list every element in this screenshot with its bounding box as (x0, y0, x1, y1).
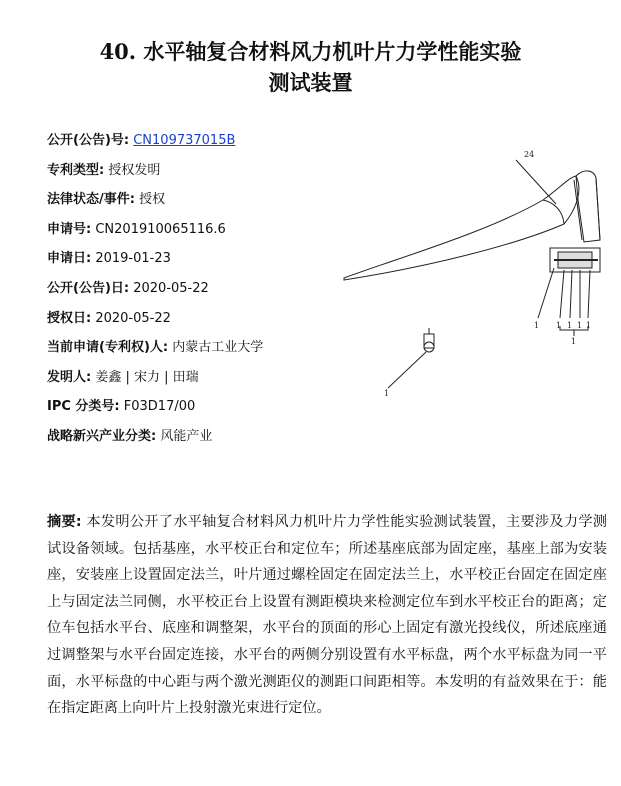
field-label: 专利类型: (47, 162, 105, 178)
field-label: 发明人: (47, 369, 92, 385)
figure-label: 1 (384, 389, 390, 398)
page-title (0, 36, 621, 98)
field-publication-no (47, 130, 347, 160)
field-publication-date (47, 278, 347, 308)
publication-number-link[interactable]: CN109737015B (133, 133, 236, 148)
field-label: 公开(公告)号: (47, 133, 130, 148)
cart-body (424, 334, 434, 348)
field-label: 当前申请(专利权)人: (47, 340, 169, 356)
bracket-line (560, 326, 588, 330)
leader-line (570, 270, 572, 318)
cart-wheel (424, 342, 434, 352)
field-application-no (47, 219, 347, 249)
field-applicant (47, 337, 347, 367)
leader-line (538, 268, 554, 318)
figure-label: 1 (534, 321, 540, 330)
field-value: 2020-05-22 (133, 280, 209, 296)
field-value: 内蒙古工业大学 (172, 340, 264, 356)
field-label: 授权日: (47, 310, 92, 326)
figure-label: 1 (567, 321, 573, 330)
field-value: 姜鑫 | 宋力 | 田瑞 (95, 369, 199, 385)
abstract-text: 本发明公开了水平轴复合材料风力机叶片力学性能实验测试装置，主要涉及力学测试设备领域。包括基座，水平校正台和定位车；所述基座底部为固定座，基座上部为安装座，安装座上设置固定法兰，叶片通过螺栓固定在固定法兰上，水平校正台固定在固定座上与固定法兰同侧，水平校正台上设置有测距模块来检测定位车到水平校正台的距离；定位车包括水平台、底座和调整架，水平台的顶面的形心上固定有激光投线仪，所述底座通过调整架与水平台固定连接，水平台的两侧分别设置有水平标盘，两个水平标盘为同一平面，水平标盘的中心距与两个激光测距仪的测距口间距相等。本发明的有益效果在于：能在指定距离上向叶片上投射激光束进行定位。 (47, 514, 607, 717)
abstract-label: 摘要: (47, 514, 82, 530)
field-grant-date (47, 308, 347, 338)
field-inventors (47, 367, 347, 397)
title-line-2: 测试装置 (268, 70, 353, 95)
leader-line (388, 352, 426, 388)
field-label: 申请号: (47, 221, 92, 237)
patent-drawing (338, 140, 618, 410)
figure-label: 24 (524, 150, 535, 159)
field-value: 2020-05-22 (95, 310, 171, 326)
field-value: 授权 (139, 192, 166, 208)
patent-metadata (47, 130, 347, 456)
field-application-date (47, 248, 347, 278)
field-patent-type (47, 160, 347, 190)
flange-line (574, 180, 582, 240)
abstract-section (47, 509, 607, 722)
field-value: CN201910065116.6 (95, 221, 226, 237)
field-value: 2019-01-23 (95, 251, 171, 267)
leader-line (560, 270, 564, 318)
field-label: IPC 分类号: (47, 399, 120, 415)
blade-outline (344, 176, 579, 280)
field-value: 风能产业 (160, 428, 213, 444)
title-line-1: 40. 水平轴复合材料风力机叶片力学性能实验 (99, 39, 522, 64)
field-legal-status (47, 189, 347, 219)
field-label: 法律状态/事件: (47, 192, 135, 208)
field-value: F03D17/00 (123, 399, 196, 415)
figure-label: 1 (577, 321, 583, 330)
figure-label: 1 (556, 321, 562, 330)
field-value: 授权发明 (108, 162, 161, 178)
leader-line (516, 160, 556, 204)
field-industry (47, 426, 347, 456)
flange-line (596, 178, 600, 240)
field-label: 申请日: (47, 251, 92, 267)
field-label: 公开(公告)日: (47, 280, 130, 296)
figure-label: 1 (571, 337, 577, 346)
figure-label: 1 (586, 321, 592, 330)
leader-line (588, 270, 590, 318)
blade-edge-line (543, 200, 564, 224)
field-label: 战略新兴产业分类: (47, 428, 157, 444)
field-ipc (47, 396, 347, 426)
